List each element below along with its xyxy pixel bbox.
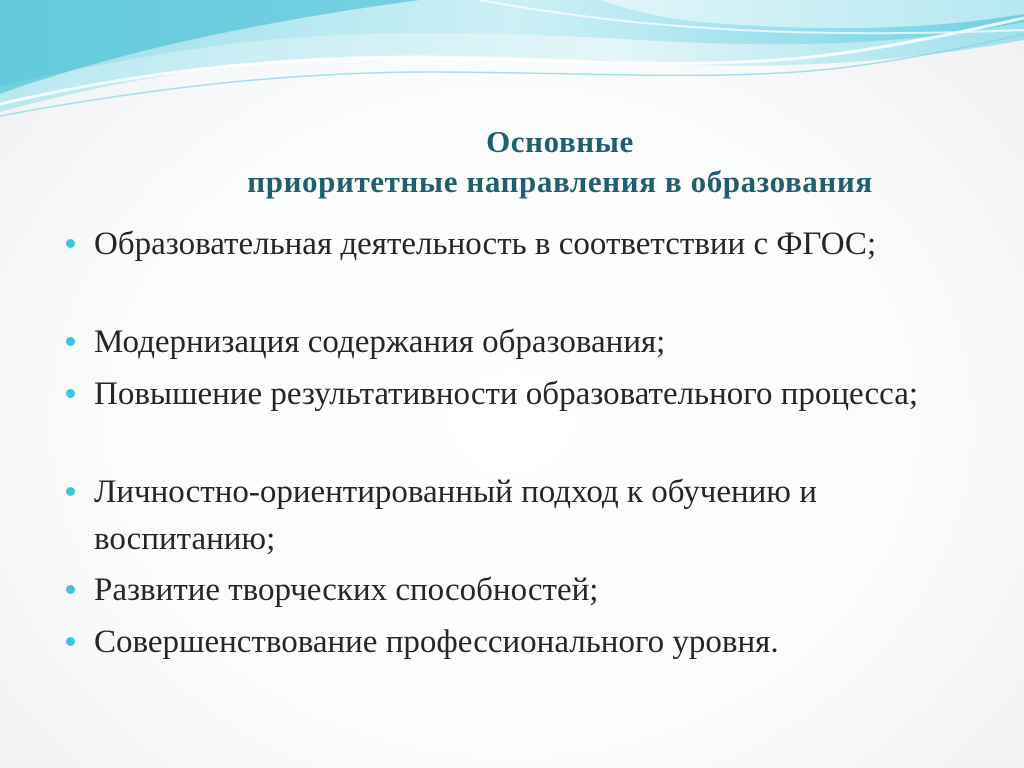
wave-header-decoration (0, 0, 1024, 130)
bullet-text: Повышение результативности образовательного процесса; (94, 376, 919, 412)
bullet-text: Личностно-ориентированный подход к обучению и воспитанию; (94, 474, 817, 557)
slide-title-line-1: Основные (486, 124, 634, 159)
bullet-text: Совершенствование профессионального уровня. (94, 624, 779, 660)
bullet-text: Модернизация содержания образования; (94, 324, 666, 360)
bullet-dot-icon (66, 337, 75, 346)
slide-title-line-2: приоритетные направления в образования (247, 164, 873, 199)
bullet-dot-icon (66, 585, 75, 594)
bullet-text: Развитие творческих способностей; (94, 572, 599, 608)
bullet-dot-icon (66, 389, 75, 398)
bullet-dot-icon (66, 239, 75, 248)
bullet-dot-icon (66, 637, 75, 646)
bullet-text: Образовательная деятельность в соответствии с ФГОС; (94, 226, 877, 262)
slide-title (60, 122, 1024, 202)
bullet-dot-icon (66, 487, 75, 496)
